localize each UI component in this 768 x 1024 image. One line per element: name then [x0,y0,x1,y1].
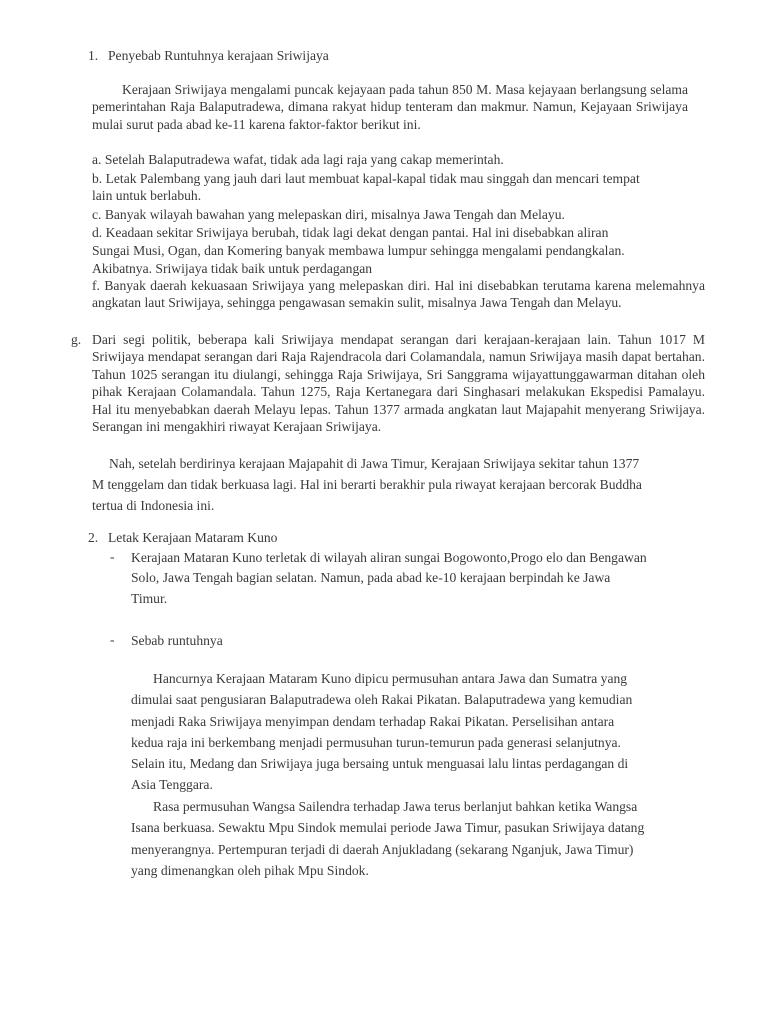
section-1-heading: Penyebab Runtuhnya kerajaan Sriwijaya [108,48,329,63]
bullet-1-marker: - [110,549,115,564]
closing-line-2: M tenggelam dan tidak berkuasa lagi. Hal ini berarti berakhir pula riwayat kerajaan bercorak Buddha [92,477,642,492]
bullet-1-line-3: Timur. [131,591,168,606]
item-b-line-1: b. Letak Palembang yang jauh dari laut membuat kapal-kapal tidak mau singgah dan mencari tempat [92,171,640,186]
section-1-number: 1. [88,48,99,63]
para1-line-2: dimulai saat pengusiaran Balaputradewa oleh Rakai Pikatan. Balaputradewa yang kemudian [131,692,633,707]
para2-line-1: Rasa permusuhan Wangsa Sailendra terhadap Jawa terus berlanjut bahkan ketika Wangsa [153,799,638,814]
para1-line-5: Selain itu, Medang dan Sriwijaya juga bersaing untuk menguasai lalu lintas perdagangan di [131,756,629,771]
item-d-line-3: Akibatnya. Sriwijaya tidak baik untuk perdagangan [92,261,373,276]
item-d-line-1: d. Keadaan sekitar Sriwijaya berubah, tidak lagi dekat dengan pantai. Hal ini disebabkan aliran [92,225,609,240]
item-g-label: g. [71,332,82,347]
bullet-1-line-1: Kerajaan Mataran Kuno terletak di wilayah aliran sungai Bogowonto,Progo elo dan Bengawan [131,550,647,565]
section-2-number: 2. [88,530,99,545]
item-b-line-2: lain untuk berlabuh. [92,188,202,203]
item-g: Dari segi politik, beberapa kali Sriwijaya mendapat serangan dari kerajaan-kerajaan lain. Tahun 1017 M Sriwijaya mendapat serangan dari Raja Rajendracola dari Colamandala, namun Sriwijaya masih dapat bertahan. Tahun 1025 serangan itu diulangi, sehingga Raja Sriwijaya, Sri Sanggrama wijayattunggawarman ditahan oleh pihak Kerajaan Colamandala. Tahun 1275, Raja Kertanegara dari Singhasari melakukan Ekspedisi Pamalayu. Hal itu menyebabkan daerah Melayu lepas. Tahun 1377 armada angkatan laut Majapahit menyerang Sriwijaya. Serangan ini mengakhiri riwayat Kerajaan Sriwijaya. [92,332,705,435]
item-f: f. Banyak daerah kekuasaan Sriwijaya yang melepaskan diri. Hal ini disebabkan terutama karena melemahnya angkatan laut Sriwijaya, sehingga pengawasan semakin sulit, misalnya Jawa Tengah dan Melayu. [92,278,705,311]
para1-line-1: Hancurnya Kerajaan Mataram Kuno dipicu permusuhan antara Jawa dan Sumatra yang [153,671,628,686]
closing-line-1: Nah, setelah berdirinya kerajaan Majapahit di Jawa Timur, Kerajaan Sriwijaya sekitar tahun 1377 [109,456,640,471]
section-2-heading: Letak Kerajaan Mataram Kuno [108,530,278,545]
section-1-intro: Kerajaan Sriwijaya mengalami puncak kejayaan pada tahun 850 M. Masa kejayaan berlangsung selama pemerintahan Raja Balaputradewa, dimana rakyat hidup tenteram dan makmur. Namun, Kejayaan Sriwijaya mulai surut pada abad ke-11 karena faktor-faktor berikut ini. [92,82,688,132]
para1-line-6: Asia Tenggara. [131,777,213,792]
para1-line-4: kedua raja ini berkembang menjadi permusuhan turun-temurun pada generasi selanjutnya. [131,735,621,750]
bullet-2-label: Sebab runtuhnya [131,633,223,648]
para1-line-3: menjadi Raka Sriwijaya menyimpan dendam terhadap Rakai Pikatan. Perselisihan antara [131,714,615,729]
para2-line-2: Isana berkuasa. Sewaktu Mpu Sindok memulai periode Jawa Timur, pasukan Sriwijaya datang [131,820,645,835]
bullet-2-marker: - [110,632,115,647]
para2-line-3: menyerangnya. Pertempuran terjadi di daerah Anjukladang (sekarang Nganjuk, Jawa Timur) [131,842,634,857]
item-c: c. Banyak wilayah bawahan yang melepaskan diri, misalnya Jawa Tengah dan Melayu. [92,207,565,222]
item-d-line-2: Sungai Musi, Ogan, dan Komering banyak membawa lumpur sehingga mengalami pendangkalan. [92,243,625,258]
item-a: a. Setelah Balaputradewa wafat, tidak ada lagi raja yang cakap memerintah. [92,152,504,167]
closing-line-3: tertua di Indonesia ini. [92,498,215,513]
bullet-1-line-2: Solo, Jawa Tengah bagian selatan. Namun, pada abad ke-10 kerajaan berpindah ke Jawa [131,570,611,585]
para2-line-4: yang dimenangkan oleh pihak Mpu Sindok. [131,863,369,878]
